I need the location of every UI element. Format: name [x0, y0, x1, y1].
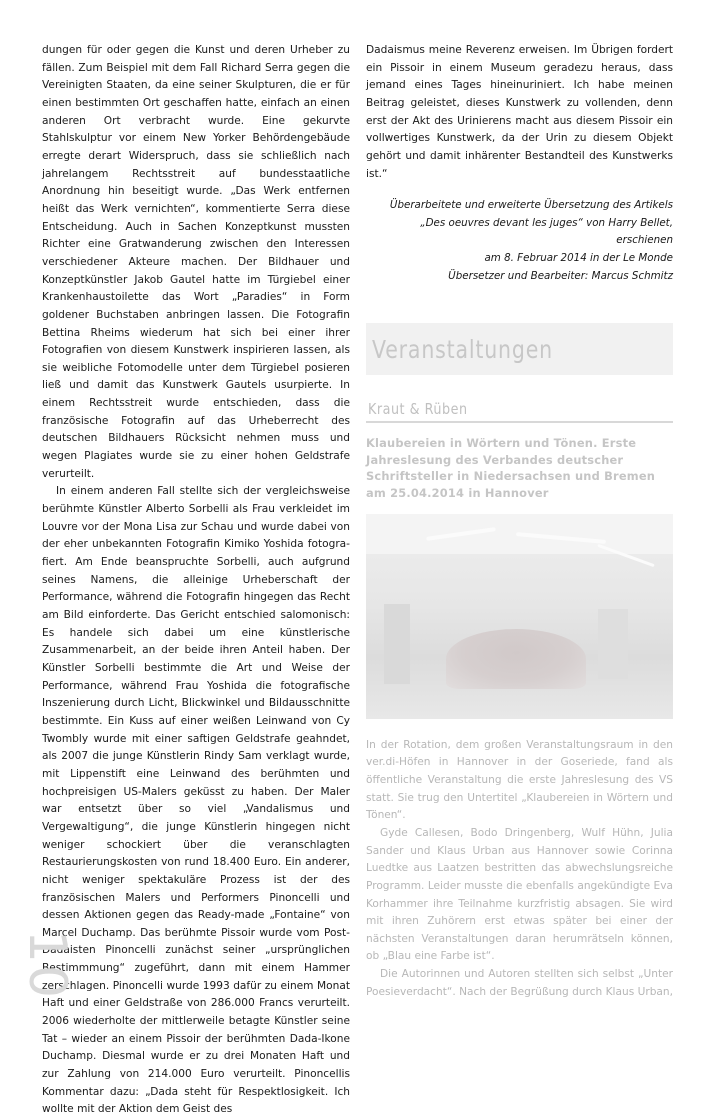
report-paragraph: Gyde Callesen, Bodo Dringenberg, Wulf Hühn, Julia Sander und Klaus Urban aus Hannover sowie Corinna Luedtke aus Laatzen bestritten das abwechslungsreiche Programm. Leider musste die ebenfalls angekündigte Eva Korhammer ihre Teilnahme kurzfristig absagen. Sie wird mit ihren Zuhörern erst etwas später bei einer der nächsten Veranstaltungen daran herumrätseln können, ob „Blau eine Farbe ist“.: [366, 826, 673, 963]
section-header: [366, 323, 673, 375]
doorway: [384, 604, 410, 684]
doorway: [598, 609, 628, 679]
credit-line: Überarbeitete und erweiterte Übersetzung des Artikels: [389, 199, 673, 212]
audience: [446, 629, 586, 689]
right-column: [366, 42, 673, 1001]
report-paragraph: Die Autorinnen und Autoren stellten sich selbst „Unter Poesieverdacht“. Nach der Begrüßung durch Klaus Urban,: [366, 968, 673, 998]
article-paragraph: In einem anderen Fall stellte sich der vergleichsweise berühmte Künstler Alberto Sorbelli als Frau verkleidet im Louvre vor der Mona Lisa zur Schau und wurde dabei von der eher unbekannten Fotografin Kimiko Yoshida fotografiert. Am Ende beanspruchte Sorbelli, auch aufgrund seines Namens, die alleinige Urheberschaft der Performance, während die Fotografin hingegen das Recht am Bild einforderte. Das Gericht entschied salomonisch: Es handele sich dabei um eine künstlerische Zusammenarbeit, an der beide ihren Anteil haben. Der Künstler Sorbelli bestimmte die Art und Weise der Performance, während Frau Yoshida die fotografische Inszenierung durch Licht, Blickwinkel und Bildausschnitte bestimmte. Ein Kuss auf einer weißen Leinwand von Cy Twombly wurde mit einer saftigen Geldstrafe geahndet, als 2007 die junge Künstlerin Rindy Sam verklagt wurde, mit Lippenstift eine Leinwand des berühmten und hochpreisigen US-Malers geküsst zu haben. Der Maler war entsetzt über so viel „Vandalismus und Vergewaltigung“, die junge Künstlerin hingegen nicht weniger schockiert über die veranschlagten Restaurierungskosten von rund 18.400 Euro. Ein anderer, nicht weniger spektakuläre Prozess ist der des französischen Malers und Performers Pinoncelli und dessen Aktionen gegen das Ready-made „Fontaine“ von Marcel Duchamp. Das berühmte Pissoir wurde vom Post-Dadaisten Pinoncelli zunächst seiner „ursprünglichen Bestimmmung“ zugeführt, dann mit einem Hammer zerschlagen. Pinoncelli wurde 1993 dafür zu einem Monat Haft und einer Geldstraße von 286.000 Francs verurteilt. 2006 wiederholte der mittlerweile betagte Künstler seine Tat – wieder an einem Pissoir der berühmten Dada-Ikone Duchamp. Diesmal wurde er zu drei Monaten Haft und zur Zahlung von 214.000 Euro verurteilt. Pinoncellis Kommentar dazu: „Dada steht für Respektlosigkeit. Ich wollte mit der Aktion dem Geist des: [42, 485, 350, 1116]
credit-line: am 8. Februar 2014 in der Le Monde: [484, 252, 673, 265]
event-report: [366, 737, 673, 1002]
event-photo: [366, 514, 673, 719]
page-number: 10: [17, 929, 78, 1001]
subsection-title: Kraut & Rüben: [368, 400, 468, 419]
report-paragraph: In der Rotation, dem großen Veranstaltungsraum in den ver.di-Höfen in Hannover in der Goseriede, fand als öffentliche Veranstaltung die erste Jahreslesung des VS statt. Sie trug den Untertitel „Klaubereien in Wörtern und Tönen“.: [366, 738, 673, 822]
credit-line: „Des oeuvres devant les juges“ von Harry Bellet, erschienen: [420, 216, 673, 247]
article-continuation: Dadaismus meine Reverenz erweisen. Im Übrigen fordert ein Pissoir in einem Museum geradezu heraus, dass jemand eines Tages hineinuriniert. Ich habe meinen Beitrag geleistet, dieses Kunstwerk zu vollenden, denn erst der Akt des Urinierens macht aus diesem Pissoir ein vollwertiges Kunstwerk, da der Urin zu diesem Objekt gehört und damit inhärenter Bestandteil des Kunstwerks ist.“: [366, 44, 673, 180]
section-title: Veranstaltungen: [372, 334, 553, 364]
article-paragraph: dungen für oder gegen die Kunst und deren Urheber zu fällen. Zum Beispiel mit dem Fall Richard Serra gegen die Vereinigten Staaten, da eine seiner Skulpturen, die er für einen bestimmten Ort geschaffen hatte, einfach an einen anderen Ort verbracht wurde. Eine gekurvte Stahlskulptur vor einem New Yorker Behördengebäude erregte derart Widerspruch, dass sie schließlich nach jahrelangem Rechtsstreit auf bundesstaatliche Anordnung hin beseitigt wurde. „Das Werk entfernen heißt das Werk vernichten“, kommentierte Serra diese Entscheidung. Auch in Sachen Konzeptkunst mussten Richter eine Gratwanderung zwischen den Interessen verschiedener Akteure machen. Der Bildhauer und Konzeptkünstler Jakob Gautel hatte im Türgiebel einer Krankenhaustoilette das Wort „Paradies“ in Form goldener Buchstaben anbringen lassen. Die Fotografin Bettina Rheims wiederum hat sich bei einer ihrer Fotografien von diesem Kunstwerk inspirieren lassen, als sie weibliche Fotomodelle unter dem Türgiebel posieren ließ und damit das Kunstwerk Gautels usurpierte. In einem Rechtsstreit wurde entschieden, dass die französische Fotografin auf das Urheberrecht des deutschen Bildhauers Rücksicht nehmen muss und wegen Plagiates wurde sie zu einer hohen Geldstrafe verurteilt.: [42, 44, 350, 480]
subsection-header: [366, 399, 673, 423]
article-lead: Klaubereien in Wörtern und Tönen. Erste Jahreslesung des Verbandes deutscher Schriftsteller in Niedersachsen und Bremen am 25.04.2014 in Hannover: [366, 436, 656, 500]
left-column: [42, 42, 350, 1119]
translation-credit: [366, 197, 673, 285]
credit-line: Übersetzer und Bearbeiter: Marcus Schmitz: [448, 269, 673, 282]
